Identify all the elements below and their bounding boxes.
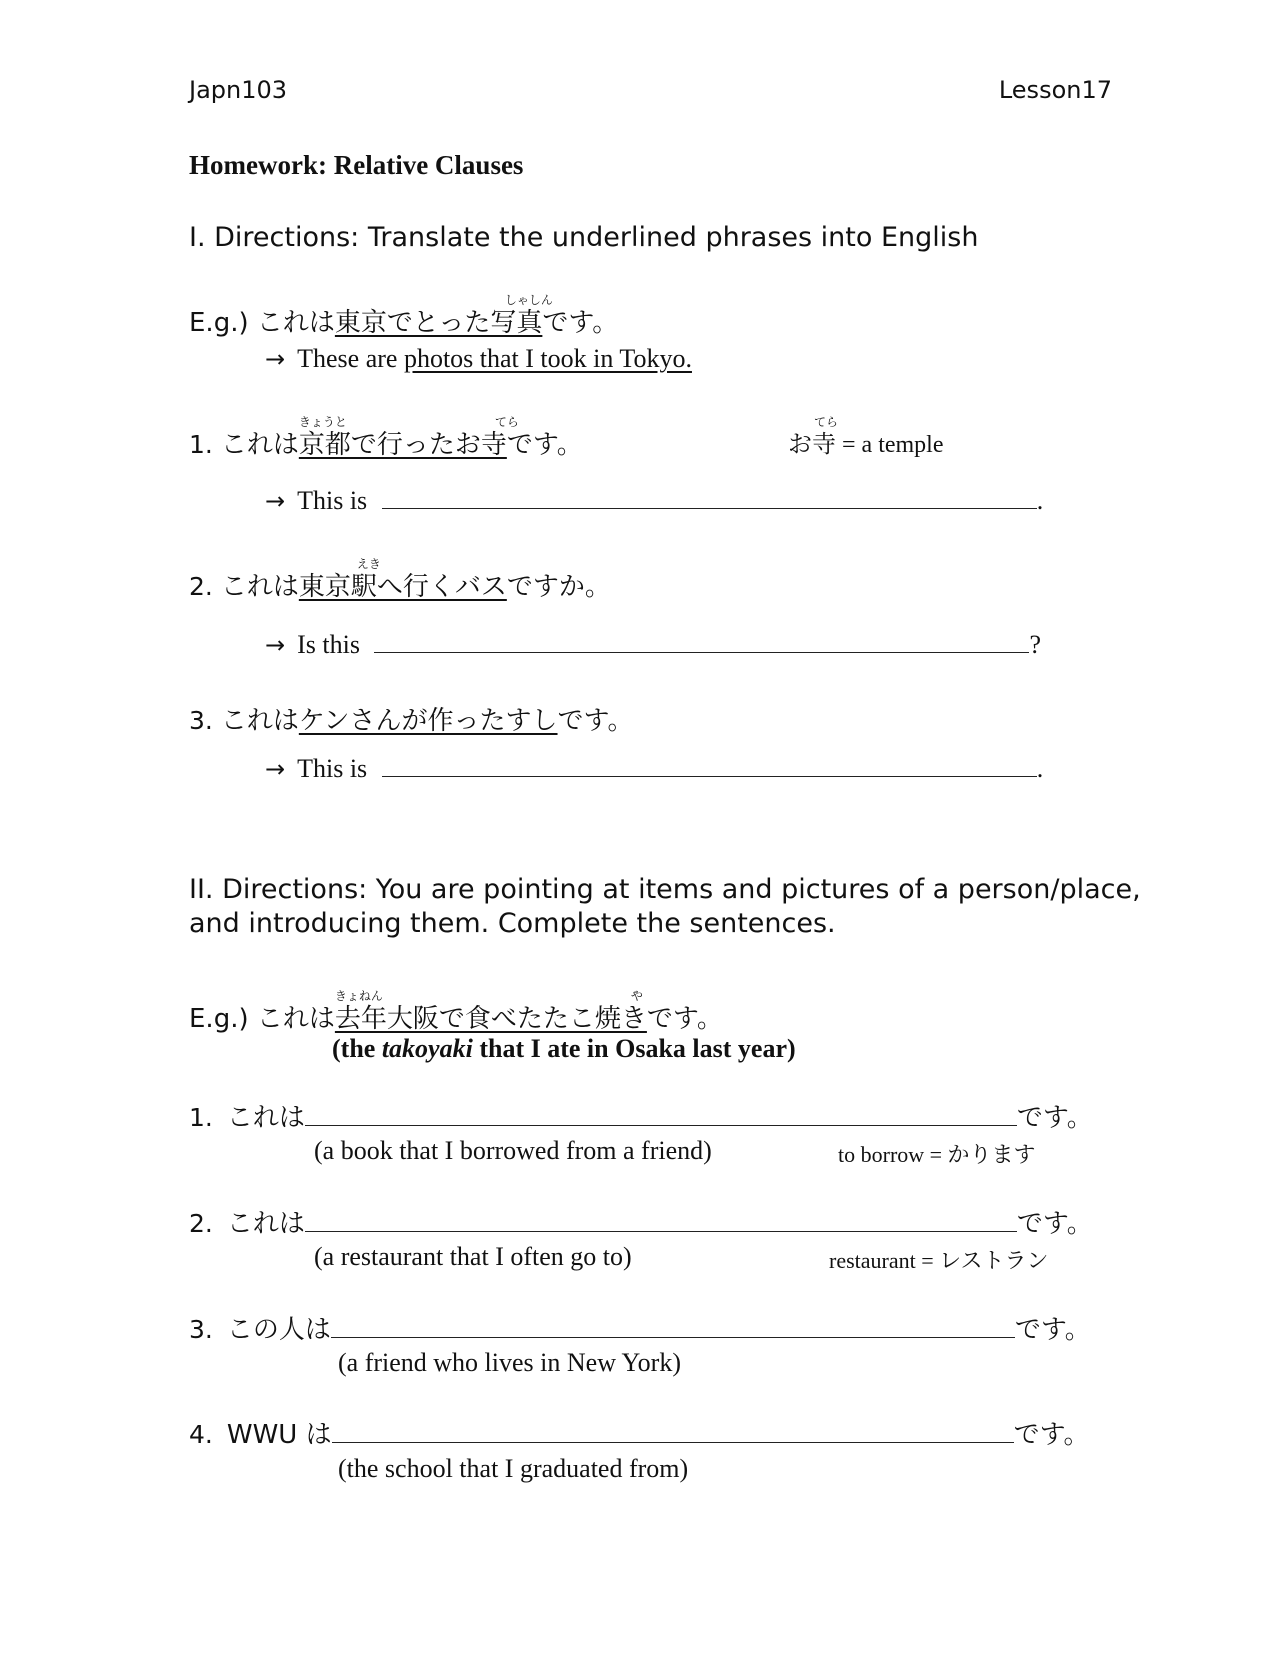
- section2-item-4: [189, 1414, 1090, 1451]
- example-answer-before: These are: [297, 344, 404, 373]
- example-prefix: E.g.): [189, 1004, 257, 1034]
- example-jp-underlined: [334, 293, 553, 338]
- item-number: 3.: [189, 1315, 213, 1344]
- fill-blank-1[interactable]: [305, 1101, 1017, 1126]
- section1-answer-2: [265, 628, 1041, 660]
- item-number: 4.: [189, 1420, 213, 1449]
- item-number: 2.: [189, 572, 221, 601]
- answer-end: ?: [1029, 630, 1041, 659]
- item-jp-before: これは: [226, 1103, 305, 1133]
- furigana-kyouto: きょうと: [298, 415, 347, 429]
- answer-blank-1[interactable]: [382, 484, 1037, 509]
- item-number: 1.: [189, 430, 221, 459]
- arrow-icon: →: [265, 345, 286, 373]
- section1-item-1: [189, 415, 583, 461]
- item-hint: (a restaurant that I often go to): [314, 1242, 632, 1271]
- vocab-restaurant: restaurant = レストラン: [829, 1248, 1049, 1273]
- item-jp-before: これは: [226, 1209, 305, 1239]
- item-jp-after: です。: [557, 706, 634, 736]
- section2-example-hint: [332, 1034, 796, 1064]
- section1-example: [189, 293, 619, 339]
- section2-item-2: [189, 1203, 1093, 1240]
- vocab-note-temple: [788, 415, 944, 459]
- example-answer-underlined: photos that I took in Tokyo.: [403, 344, 692, 373]
- lesson-label: Lesson17: [998, 76, 1112, 104]
- section1-example-answer: [265, 344, 692, 374]
- section2-item-3: [189, 1309, 1091, 1346]
- course-code: Japn103: [189, 76, 288, 104]
- item-number: 1.: [189, 1103, 213, 1132]
- arrow-icon: →: [265, 487, 286, 515]
- answer-blank-3[interactable]: [382, 752, 1037, 777]
- section2-example: [189, 989, 723, 1035]
- furigana-tera: てら: [494, 415, 519, 429]
- item-jp-underlined: [298, 557, 507, 602]
- section1-item-2: [189, 557, 611, 603]
- item-jp-after: です。: [1016, 1209, 1093, 1239]
- item-jp-after: です。: [1016, 1103, 1093, 1133]
- furigana-eki: えき: [356, 557, 381, 571]
- section1-answer-1: [265, 484, 1043, 516]
- item-hint: (a book that I borrowed from a friend): [314, 1136, 712, 1165]
- example-jp-after: です。: [646, 1004, 723, 1034]
- item-jp-after: です。: [506, 430, 583, 460]
- item-jp-after: です。: [1013, 1420, 1090, 1450]
- fill-blank-3[interactable]: [331, 1313, 1015, 1338]
- example-jp-after: です。: [542, 308, 619, 338]
- furigana-ya: や: [630, 989, 643, 1003]
- vocab-borrow: to borrow = かります: [838, 1142, 1036, 1167]
- section2-item-1: [189, 1097, 1093, 1134]
- example-jp-text: 去年大阪で食べたたこ焼き: [334, 1004, 647, 1034]
- note-word: [788, 415, 839, 458]
- item-jp-text: 京都で行ったお寺: [298, 430, 507, 460]
- answer-start: Is this: [297, 630, 360, 659]
- section1-answer-3: [265, 752, 1043, 784]
- note-furigana: てら: [814, 415, 839, 429]
- answer-start: This is: [297, 754, 368, 783]
- item-jp-before: これは: [220, 430, 299, 460]
- example-jp-before: これは: [256, 308, 335, 338]
- item-number: 3.: [189, 706, 221, 735]
- fill-blank-4[interactable]: [332, 1418, 1014, 1443]
- answer-end: .: [1036, 486, 1044, 515]
- item-jp-after: です。: [1014, 1315, 1091, 1345]
- hint-italic: takoyaki: [381, 1034, 473, 1063]
- note-word-text: お寺: [788, 430, 836, 458]
- hint-close: that I ate in Osaka last year): [472, 1034, 796, 1063]
- furigana-kyonen: きょねん: [334, 989, 383, 1003]
- section1-item-3: [189, 700, 633, 737]
- example-jp-before: これは: [256, 1004, 335, 1034]
- item-jp-before: これは: [220, 572, 299, 602]
- item-jp-before: これは: [220, 706, 299, 736]
- item-jp-underlined: ケンさんが作ったすし: [298, 706, 558, 736]
- item-number: 2.: [189, 1209, 213, 1238]
- note-meaning: = a temple: [836, 432, 944, 458]
- section1-directions: I. Directions: Translate the underlined phrases into English: [189, 222, 979, 253]
- answer-end: .: [1036, 754, 1044, 783]
- item-jp-before: この人は: [226, 1315, 331, 1345]
- fill-blank-2[interactable]: [305, 1207, 1017, 1232]
- arrow-icon: →: [265, 755, 286, 783]
- furigana-shashin: しゃしん: [504, 293, 553, 307]
- answer-start: This is: [297, 486, 368, 515]
- arrow-icon: →: [265, 631, 286, 659]
- example-jp-underlined: [334, 989, 647, 1034]
- hint-open: (the: [332, 1034, 382, 1063]
- page-title: Homework: Relative Clauses: [189, 150, 524, 180]
- item-jp-before: WWU は: [226, 1420, 332, 1450]
- item-jp-after: ですか。: [506, 572, 611, 602]
- answer-blank-2[interactable]: [374, 628, 1029, 653]
- item-hint: (the school that I graduated from): [338, 1454, 689, 1483]
- example-prefix: E.g.): [189, 308, 257, 338]
- section2-directions-line2: and introducing them. Complete the sentences.: [189, 908, 836, 939]
- example-jp-text: 東京でとった写真: [334, 308, 543, 338]
- item-hint: (a friend who lives in New York): [338, 1348, 682, 1377]
- item-jp-underlined: [298, 415, 519, 460]
- item-jp-text: 東京駅へ行くバス: [298, 572, 507, 602]
- section2-directions-line1: II. Directions: You are pointing at items and pictures of a person/place,: [189, 874, 1141, 905]
